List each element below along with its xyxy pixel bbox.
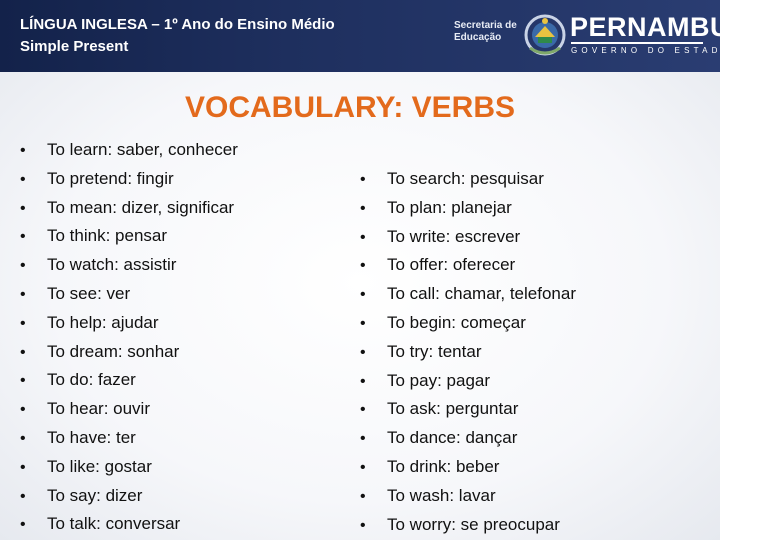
vocab-item-text: To do: fazer: [47, 370, 136, 390]
state-subtitle: GOVERNO DO ESTADO: [571, 46, 733, 55]
bullet-icon: •: [20, 487, 26, 505]
bullet-icon: •: [20, 401, 26, 419]
bullet-icon: •: [20, 516, 26, 534]
bullet-icon: •: [360, 171, 366, 188]
vocab-item: [20, 136, 238, 165]
bullet-icon: •: [360, 458, 366, 476]
vocab-item: [360, 194, 576, 223]
vocab-item: [20, 165, 238, 194]
vocab-item: [360, 223, 576, 252]
vocab-item: [360, 338, 576, 367]
vocab-item-text: To write: escrever: [387, 226, 521, 246]
secretaria-line2: Educação: [454, 32, 502, 43]
vocab-item-text: To offer: oferecer: [387, 255, 516, 275]
secretaria-label: [454, 20, 518, 44]
vocab-item: [360, 309, 576, 338]
vocab-item-text: To pay: pagar: [387, 370, 491, 390]
bullet-icon: •: [360, 401, 366, 419]
slide-title: VOCABULARY: VERBS: [184, 91, 515, 124]
vocab-item-text: To call: chamar, telefonar: [387, 284, 576, 304]
vocab-item-text: To worry: se preocupar: [387, 514, 560, 534]
vocab-item: [360, 453, 576, 482]
vocab-item-text: To try: tentar: [387, 341, 482, 361]
vocab-item: [360, 395, 576, 424]
vocab-item: [360, 251, 576, 280]
bullet-icon: •: [360, 199, 366, 217]
vocab-item-text: To search: pesquisar: [387, 169, 544, 188]
bullet-icon: •: [20, 429, 26, 447]
bullet-icon: •: [20, 257, 26, 275]
secretaria-line1: Secretaria de: [454, 20, 517, 31]
bullet-icon: •: [20, 199, 26, 217]
course-subtitle: Simple Present: [20, 38, 129, 55]
vocab-item: [20, 482, 238, 511]
vocab-item-text: To ask: perguntar: [387, 399, 519, 419]
vocab-list-right: [360, 165, 576, 539]
vocab-item-text: To wash: lavar: [387, 485, 496, 505]
bullet-icon: •: [360, 286, 366, 304]
bullet-icon: •: [20, 228, 26, 246]
vocab-item-text: To help: ajudar: [47, 312, 159, 332]
bullet-icon: •: [20, 458, 26, 476]
vocab-item-text: To pretend: fingir: [47, 168, 174, 188]
vocab-item-text: To dream: sonhar: [47, 341, 180, 361]
pernambuco-coat-of-arms-icon: [524, 12, 566, 58]
vocab-item: [20, 510, 238, 539]
vocab-item-text: To like: gostar: [47, 456, 152, 476]
vocab-item-text: To watch: assistir: [47, 255, 177, 275]
bullet-icon: •: [360, 257, 366, 275]
vocab-item-text: To think: pensar: [47, 226, 168, 246]
vocab-item-text: To begin: começar: [387, 312, 526, 332]
vocab-item: [360, 367, 576, 396]
bullet-icon: •: [20, 170, 26, 188]
vocab-item: [360, 511, 576, 540]
vocab-item: [360, 280, 576, 309]
bullet-icon: •: [360, 487, 366, 505]
vocab-item-text: To talk: conversar: [47, 514, 181, 534]
vocab-item-text: To say: dizer: [47, 485, 143, 505]
bullet-icon: •: [20, 343, 26, 361]
vocab-item: [20, 453, 238, 482]
vocab-item: [20, 366, 238, 395]
vocab-item: [20, 309, 238, 338]
vocab-item: [20, 251, 238, 280]
bullet-icon: •: [20, 142, 26, 159]
vocab-item-text: To mean: dizer, significar: [47, 197, 235, 217]
bullet-icon: •: [360, 228, 366, 246]
vocab-item: [20, 424, 238, 453]
bullet-icon: •: [360, 314, 366, 332]
bullet-icon: •: [20, 372, 26, 390]
vocab-item: [20, 194, 238, 223]
bullet-icon: •: [360, 343, 366, 361]
bullet-icon: •: [360, 372, 366, 390]
vocab-item-text: To learn: saber, conhecer: [47, 140, 238, 159]
vocab-item-text: To drink: beber: [387, 456, 500, 476]
vocab-item: [360, 424, 576, 453]
vocab-item-text: To have: ter: [47, 427, 136, 447]
bullet-icon: •: [20, 285, 26, 303]
vocab-item-text: To hear: ouvir: [47, 399, 150, 419]
vocab-item: [20, 395, 238, 424]
course-title: LÍNGUA INGLESA – 1º Ano do Ensino Médio: [20, 16, 335, 33]
vocab-item: [20, 222, 238, 251]
vocab-item: [360, 165, 576, 194]
state-divider: [571, 42, 703, 44]
header-bar: [0, 0, 772, 72]
bullet-icon: •: [20, 314, 26, 332]
vocab-item-text: To plan: planejar: [387, 197, 512, 217]
vocab-item: [20, 338, 238, 367]
bullet-icon: •: [360, 430, 366, 448]
vocab-item: [20, 280, 238, 309]
vocab-item-text: To dance: dançar: [387, 428, 518, 448]
state-name: PERNAMBUCO: [570, 12, 772, 42]
vocab-item: [360, 482, 576, 511]
vocab-list-left: [20, 136, 238, 539]
vocab-item-text: To see: ver: [47, 283, 131, 303]
bullet-icon: •: [360, 516, 366, 534]
